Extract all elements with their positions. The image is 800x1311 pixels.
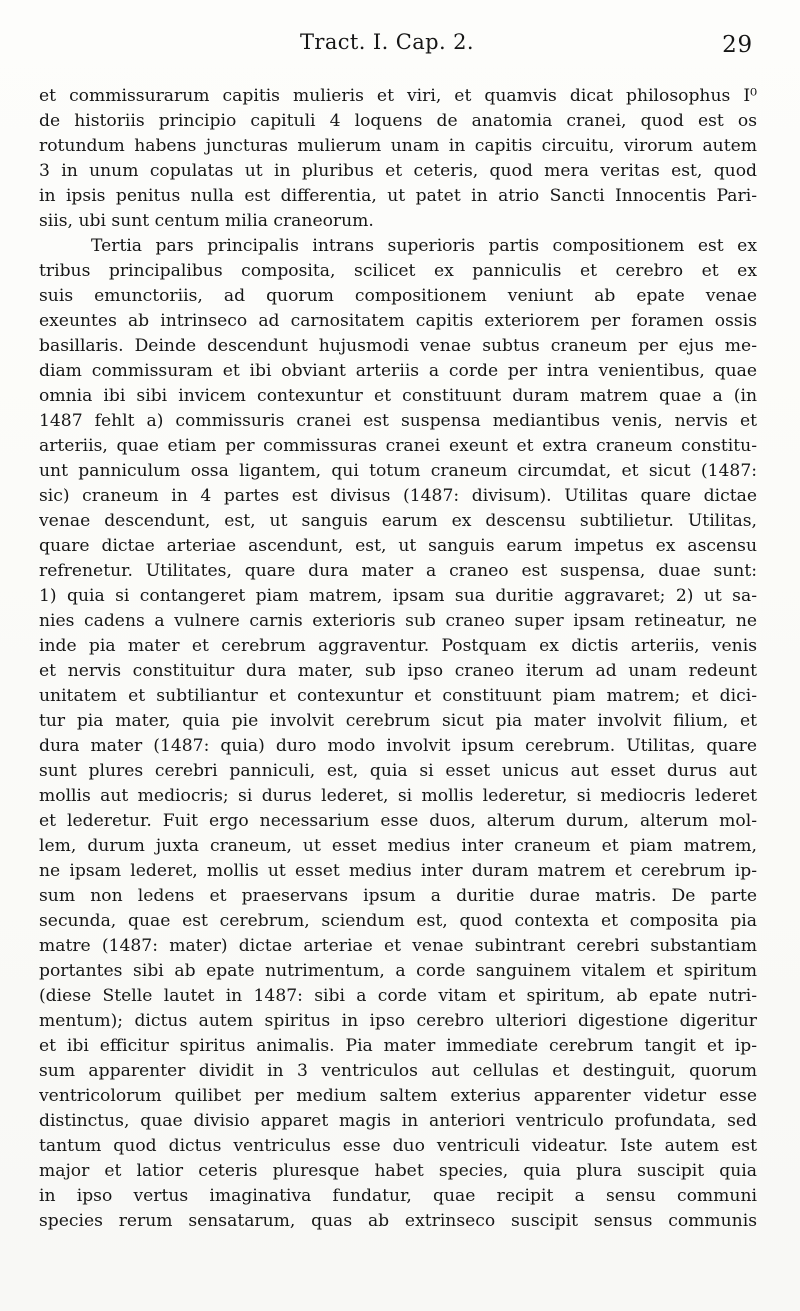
text-line: tantum quod dictus ventriculus esse duo ventriculi videatur. Iste autem est: [39, 1136, 757, 1156]
text-line: et lederetur. Fuit ergo necessarium esse duos, alterum durum, alterum mol-: [39, 811, 757, 831]
text-line: mollis aut mediocris; si durus lederet, si mollis lederetur, si mediocris lederet: [39, 786, 757, 806]
text-line: mentum); dictus autem spiritus in ipso cerebro ulteriori digestione digeritur: [39, 1011, 757, 1031]
text-line: arteriis, quae etiam per commissuras cranei exeunt et extra craneum constitu-: [39, 436, 757, 456]
text-line: inde pia mater et cerebrum aggraventur. Postquam ex dictis arteriis, venis: [39, 636, 757, 656]
text-line: et ibi efficitur spiritus animalis. Pia mater immediate cerebrum tangit et ip-: [39, 1036, 757, 1056]
text-line: exeuntes ab intrinseco ad carnositatem capitis exteriorem per foramen ossis: [39, 311, 757, 331]
text-line: distinctus, quae divisio apparet magis in anteriori ventriculo profundata, sed: [39, 1111, 757, 1131]
text-line: diam commissuram et ibi obviant arteriis a corde per intra venientibus, quae: [39, 361, 757, 381]
running-head: Tract. I. Cap. 2.: [300, 30, 474, 54]
text-line: matre (1487: mater) dictae arteriae et venae subintrant cerebri substantiam: [39, 936, 757, 956]
text-line: refrenetur. Utilitates, quare dura mater a craneo est suspensa, duae sunt:: [39, 561, 757, 581]
text-line: secunda, quae est cerebrum, sciendum est, quod contexta et composita pia: [39, 911, 757, 931]
text-line: (diese Stelle lautet in 1487: sibi a corde vitam et spiritum, ab epate nutri-: [39, 986, 757, 1006]
text-line: in ipso vertus imaginativa fundatur, quae recipit a sensu communi: [39, 1186, 757, 1206]
text-line: ne ipsam lederet, mollis ut esset medius inter duram matrem et cerebrum ip-: [39, 861, 757, 881]
text-line: et commissurarum capitis mulieris et viri, et quamvis dicat philosophus I⁰: [39, 86, 757, 106]
text-line: sum apparenter dividit in 3 ventriculos aut cellulas et destinguit, quorum: [39, 1061, 757, 1081]
text-line: unt panniculum ossa ligantem, qui totum craneum circumdat, et sicut (1487:: [39, 461, 757, 481]
page-number: 29: [722, 32, 753, 58]
text-line: sic) craneum in 4 partes est divisus (1487: divisum). Utilitas quare dictae: [39, 486, 757, 506]
text-line: in ipsis penitus nulla est differentia, ut patet in atrio Sancti Innocentis Pari-: [39, 186, 757, 206]
text-line: portantes sibi ab epate nutrimentum, a corde sanguinem vitalem et spiritum: [39, 961, 757, 981]
text-line: tur pia mater, quia pie involvit cerebrum sicut pia mater involvit filium, et: [39, 711, 757, 731]
text-line: major et latior ceteris pluresque habet species, quia plura suscipit quia: [39, 1161, 757, 1181]
text-line: 1) quia si contangeret piam matrem, ipsam sua duritie aggravaret; 2) ut sa-: [39, 586, 757, 606]
text-line: siis, ubi sunt centum milia craneorum.: [39, 211, 374, 231]
text-line: dura mater (1487: quia) duro modo involvit ipsum cerebrum. Utilitas, quare: [39, 736, 757, 756]
text-line: omnia ibi sibi invicem contexuntur et constituunt duram matrem quae a (in: [39, 386, 757, 406]
body-text: [39, 84, 757, 1234]
text-line: 1487 fehlt a) commissuris cranei est suspensa mediantibus venis, nervis et: [39, 411, 757, 431]
text-line: species rerum sensatarum, quas ab extrinseco suscipit sensus communis: [39, 1211, 757, 1231]
text-line: 3 in unum copulatas ut in pluribus et ceteris, quod mera veritas est, quod: [39, 161, 757, 181]
text-line: et nervis constituitur dura mater, sub ipso craneo iterum ad unam redeunt: [39, 661, 757, 681]
text-line: lem, durum juxta craneum, ut esset medius inter craneum et piam matrem,: [39, 836, 757, 856]
page-header: [0, 28, 800, 62]
text-line: de historiis principio capituli 4 loquens de anatomia cranei, quod est os: [39, 111, 757, 131]
text-line: basillaris. Deinde descendunt hujusmodi venae subtus craneum per ejus me-: [39, 336, 757, 356]
text-line: suis emunctoriis, ad quorum compositionem veniunt ab epate venae: [39, 286, 757, 306]
text-line: sum non ledens et praeservans ipsum a duritie durae matris. De parte: [39, 886, 757, 906]
text-line: ventricolorum quilibet per medium saltem exterius apparenter videtur esse: [39, 1086, 757, 1106]
text-line: quare dictae arteriae ascendunt, est, ut sanguis earum impetus ex ascensu: [39, 536, 757, 556]
text-line: rotundum habens juncturas mulierum unam in capitis circuitu, virorum autem: [39, 136, 757, 156]
text-line: venae descendunt, est, ut sanguis earum ex descensu subtilietur. Utilitas,: [39, 511, 757, 531]
text-line: nies cadens a vulnere carnis exterioris sub craneo super ipsam retineatur, ne: [39, 611, 757, 631]
text-line: sunt plures cerebri panniculi, est, quia si esset unicus aut esset durus aut: [39, 761, 757, 781]
text-line: unitatem et subtiliantur et contexuntur et constituunt piam matrem; et dici-: [39, 686, 757, 706]
text-line: tribus principalibus composita, scilicet ex panniculis et cerebro et ex: [39, 261, 757, 281]
text-line: Tertia pars principalis intrans superioris partis compositionem est ex: [91, 236, 757, 256]
